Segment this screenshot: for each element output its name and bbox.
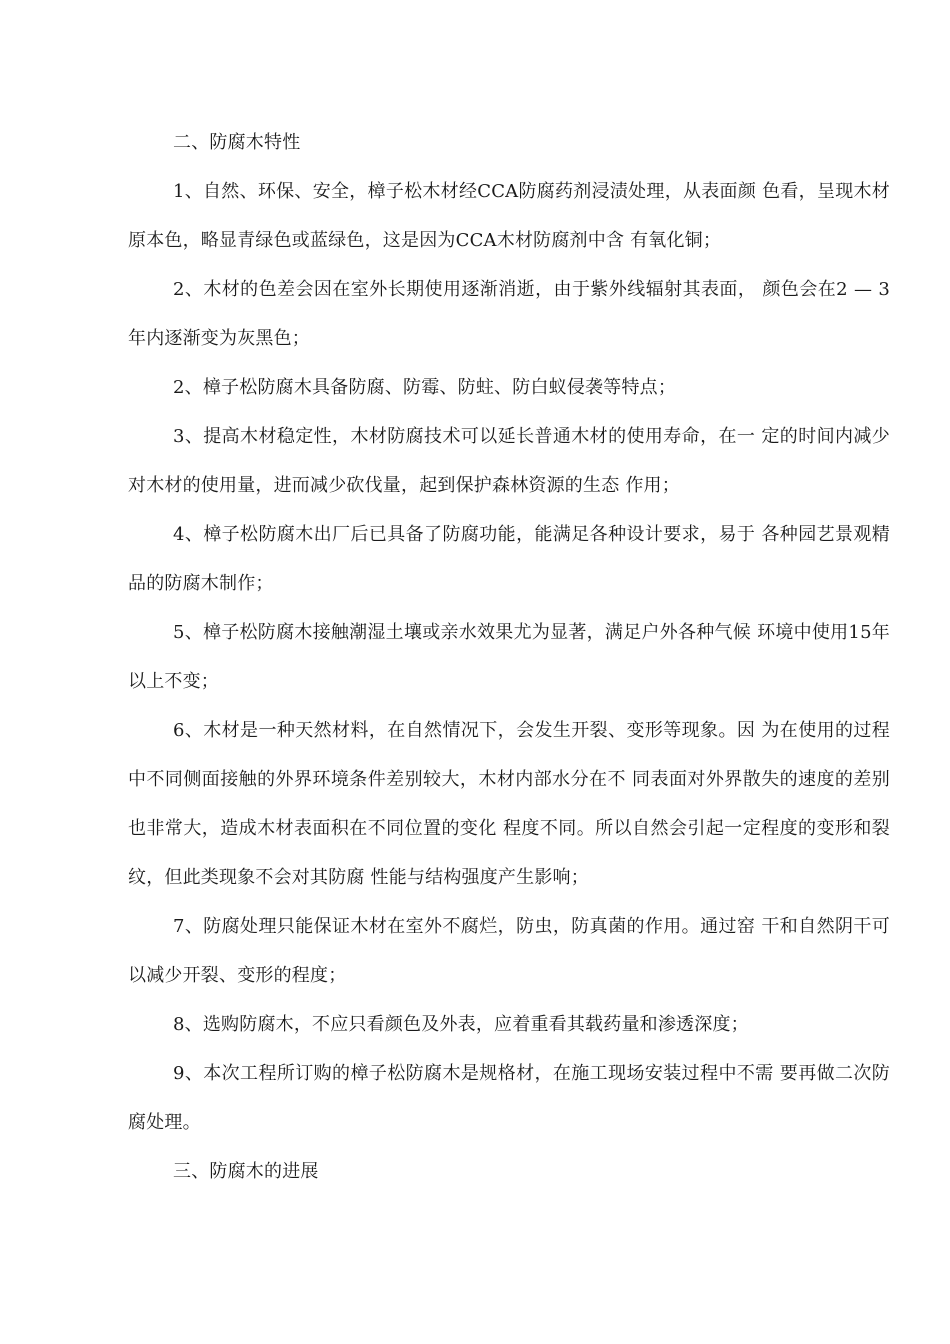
paragraph-2: 2、木材的色差会因在室外长期使用逐渐消逝，由于紫外线辐射其表面， 颜色会在2 — 3年内逐渐变为灰黑色； [128,279,890,349]
paragraph-6: 5、樟子松防腐木接触潮湿土壤或亲水效果尤为显著，满足户外各种气候 环境中使用15年以上不变； [128,622,890,692]
document-body [128,118,890,1196]
section-heading-3: 三、防腐木的进展 [173,1161,319,1182]
paragraph-3: 2、樟子松防腐木具备防腐、防霉、防蛀、防白蚁侵袭等特点； [173,377,677,398]
paragraph-5: 4、樟子松防腐木出厂后已具备了防腐功能，能满足各种设计要求，易于 各种园艺景观精品的防腐木制作； [128,524,890,594]
paragraph-8: 7、防腐处理只能保证木材在室外不腐烂，防虫，防真菌的作用。通过窑 干和自然阴干可以减少开裂、变形的程度； [128,916,890,986]
paragraph-4: 3、提高木材稳定性，木材防腐技术可以延长普通木材的使用寿命，在一 定的时间内减少对木材的使用量，进而减少砍伐量，起到保护森林资源的生态 作用； [128,426,890,496]
section-heading-2: 二、防腐木特性 [173,132,301,153]
paragraph-7: 6、木材是一种天然材料，在自然情况下，会发生开裂、变形等现象。因 为在使用的过程中不同侧面接触的外界环境条件差别较大，木材内部水分在不 同表面对外界散失的速度的差别也非常大，造成木材表面积在不同位置的变化 程度不同。所以自然会引起一定程度的变形和裂纹，但此类现象不会对其防腐 性能与结构强度产生影响； [128,720,890,888]
paragraph-1: 1、自然、环保、安全，樟子松木材经CCA防腐药剂浸渍处理，从表面颜 色看，呈现木材原本色，略显青绿色或蓝绿色，这是因为CCA木材防腐剂中含 有氧化铜； [128,181,890,251]
paragraph-10: 9、本次工程所订购的樟子松防腐木是规格材，在施工现场安装过程中不需 要再做二次防腐处理。 [128,1063,890,1133]
paragraph-9: 8、选购防腐木，不应只看颜色及外表，应着重看其载药量和渗透深度； [173,1014,749,1035]
